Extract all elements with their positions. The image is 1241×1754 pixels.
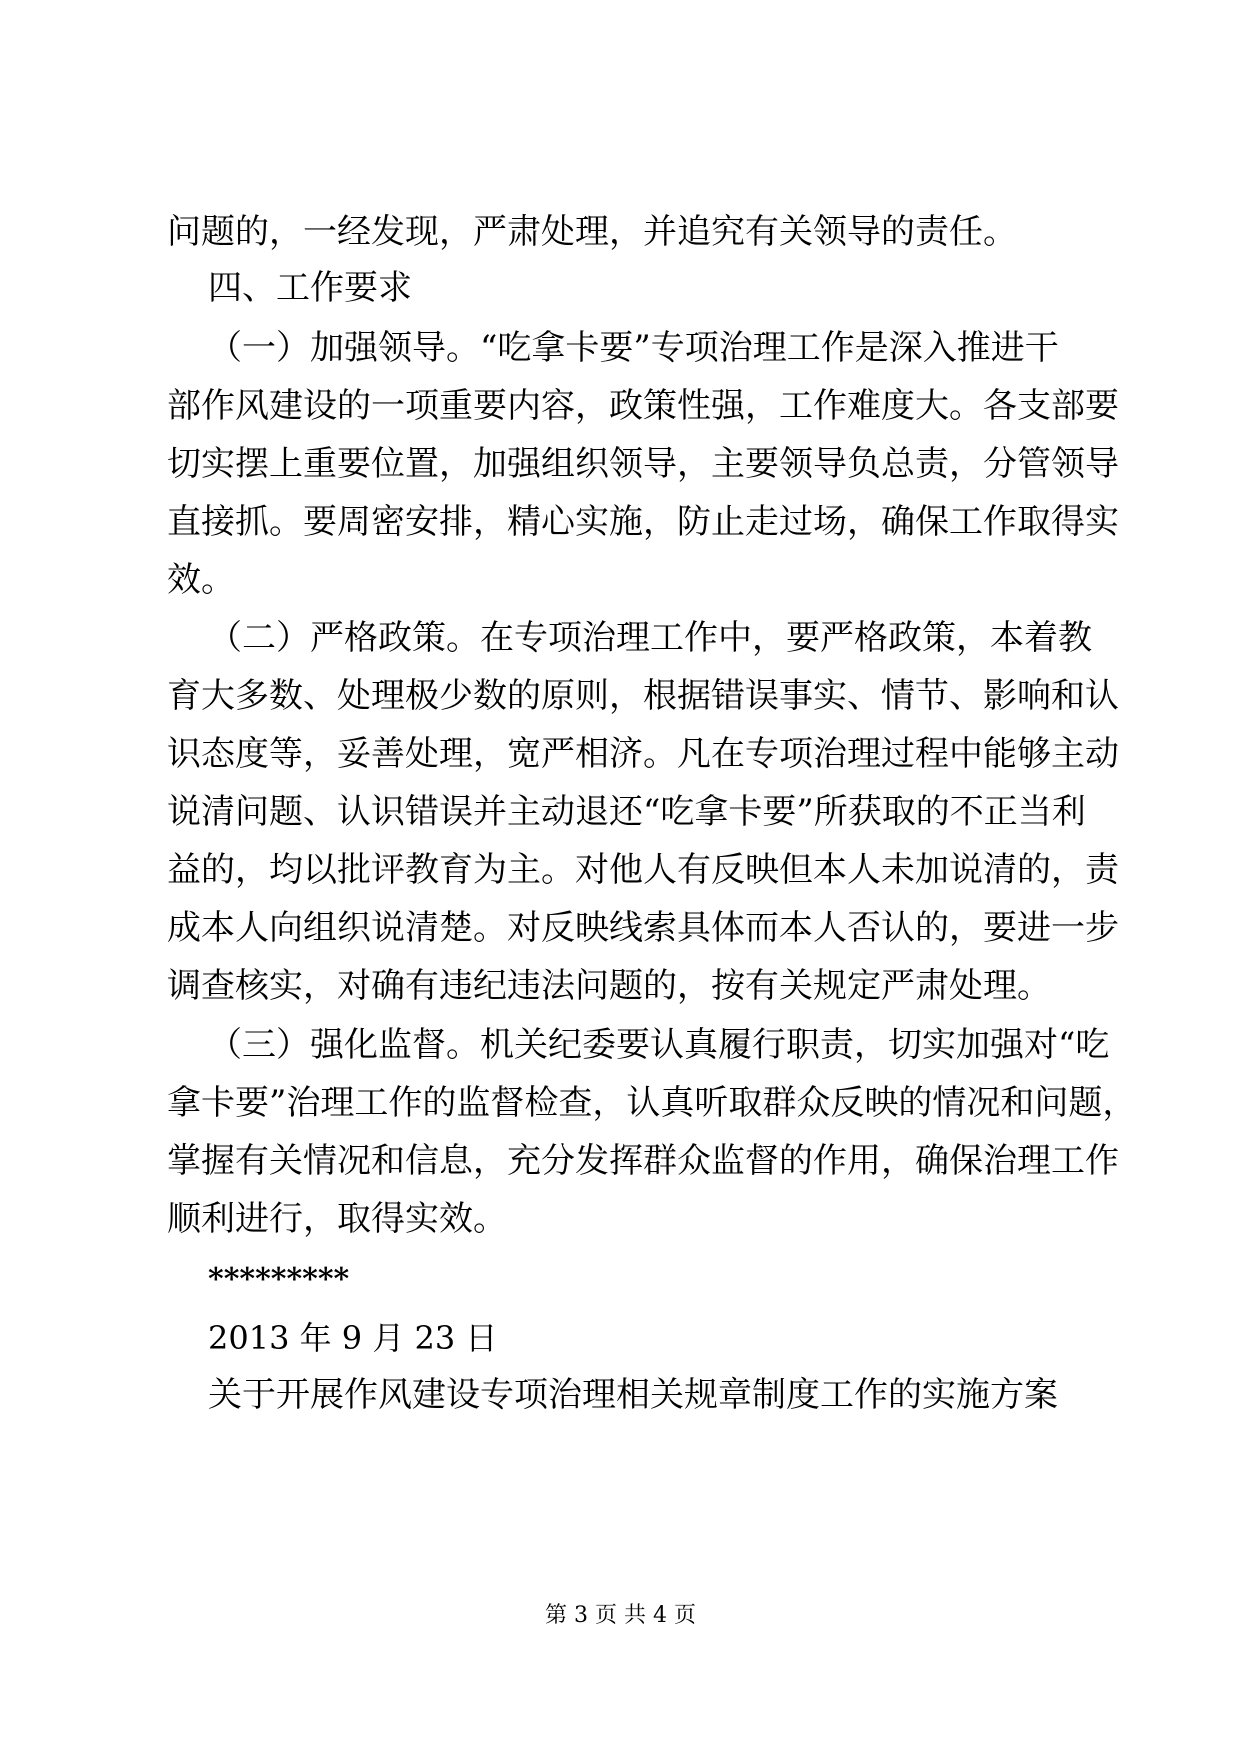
text-line: 成本人向组织说清楚。对反映线索具体而本人否认的，要进一步: [167, 908, 1119, 948]
text-line: 识态度等，妥善处理，宽严相济。凡在专项治理过程中能够主动: [167, 734, 1119, 774]
signature-placeholder: *********: [208, 1262, 350, 1297]
text-line: 育大多数、处理极少数的原则，根据错误事实、情节、影响和认: [167, 676, 1119, 716]
text-line: 效。: [167, 560, 235, 600]
text-line: 掌握有关情况和信息，充分发挥群众监督的作用，确保治理工作: [167, 1141, 1119, 1181]
section-heading: 四、工作要求: [208, 268, 412, 308]
text-line: 调查核实，对确有违纪违法问题的，按有关规定严肃处理。: [167, 966, 1051, 1006]
text-line: （二）严格政策。在专项治理工作中，要严格政策，本着教: [208, 618, 1092, 658]
text-line: 部作风建设的一项重要内容，政策性强，工作难度大。各支部要: [167, 386, 1119, 426]
next-document-title: 关于开展作风建设专项治理相关规章制度工作的实施方案: [208, 1375, 1058, 1415]
text-line: 切实摆上重要位置，加强组织领导，主要领导负总责，分管领导: [167, 444, 1119, 484]
text-line: 益的，均以批评教育为主。对他人有反映但本人未加说清的，责: [167, 850, 1119, 890]
text-line: 说清问题、认识错误并主动退还“吃拿卡要”所获取的不正当利: [167, 792, 1086, 832]
text-line: 拿卡要”治理工作的监督检查，认真听取群众反映的情况和问题，: [167, 1083, 1137, 1123]
text-line: 顺利进行，取得实效。: [167, 1199, 507, 1239]
text-line: （一）加强领导。“吃拿卡要”专项治理工作是深入推进干: [208, 328, 1059, 368]
date-line: 2013 年 9 月 23 日: [208, 1319, 498, 1357]
page-footer: 第 3 页 共 4 页: [545, 1603, 696, 1628]
text-line: （三）强化监督。机关纪委要认真履行职责，切实加强对“吃: [208, 1025, 1110, 1065]
text-line: 直接抓。要周密安排，精心实施，防止走过场，确保工作取得实: [167, 502, 1119, 542]
text-line: 问题的，一经发现，严肃处理，并追究有关领导的责任。: [167, 212, 1017, 252]
